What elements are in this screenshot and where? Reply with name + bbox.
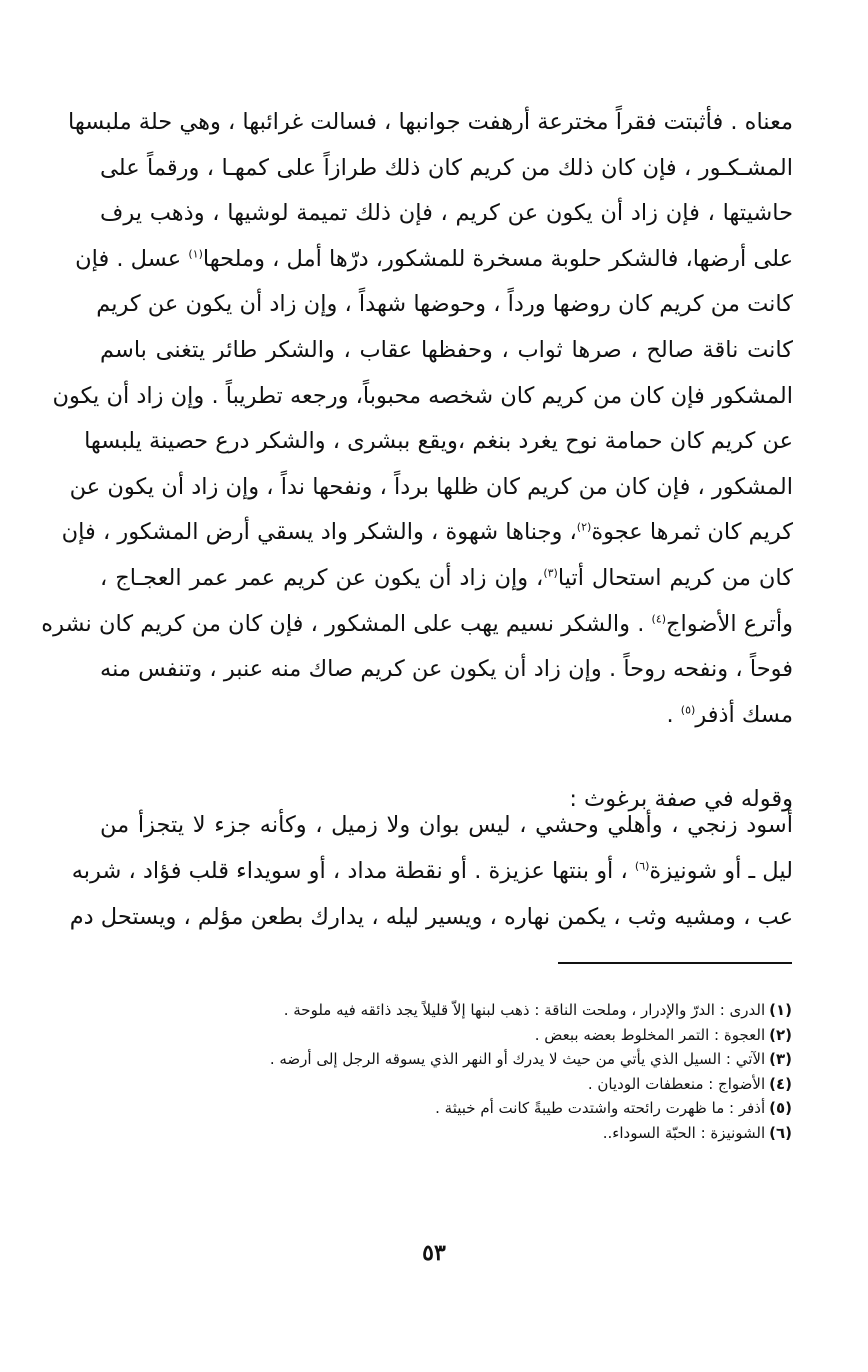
footnote-marker: (٦) <box>634 859 650 873</box>
text-line: عب ، ومشيه وثب ، يكمن نهاره ، ويسير ليله ، يدارك بطعن مؤلم ، ويستحل دم <box>69 904 793 930</box>
text-line: معناه . فأثبتت فقراً مخترعة أرهفت جوانبها ، فسالت غرائبها ، وهي حلة ملبسها <box>68 109 793 135</box>
text-segment: ، أو بنتها عزيزة . أو نقطة مداد ، أو سويداء قلب فؤاد ، شربه <box>71 858 635 884</box>
footnote <box>92 1023 792 1048</box>
text-line: فوحاً ، ونفحه روحاً . وإن زاد أن يكون عن كريم صاك منه عنبر ، وتنفس منه <box>100 656 793 683</box>
text-segment: ، وإن زاد أن يكون عن كريم عمر عمر العجـاج ، <box>100 564 544 591</box>
footnote-number: (١) <box>769 1001 792 1019</box>
text-segment: ليل ـ أو شونيزة <box>649 858 793 884</box>
text-line: عن كريم كان حمامة نوح يغرد بنغم ،ويقع ببشرى ، والشكر درع حصينة يلبسها <box>84 428 793 455</box>
text-line <box>75 237 793 283</box>
text-line: المشكور ، فإن كان من كريم كان ظلها برداً ، ونفحها نداً ، وإن زاد أن يكون عن <box>69 473 793 500</box>
text-line <box>41 602 793 648</box>
footnote-marker: (١) <box>188 247 203 261</box>
text-line: حاشيتها ، فإن زاد أن يكون عن كريم ، فإن ذلك تميمة لوشيها ، وذهب يرف <box>100 200 793 227</box>
text-line <box>100 556 793 602</box>
footnote-divider <box>558 962 792 964</box>
footnote-marker: (٢) <box>576 520 592 534</box>
section-heading: وقوله في صفة برغوث : <box>569 786 793 812</box>
footnote-text: الآتي : السيل الذي يأتي من حيث لا يدرك أو النهر الذي يسوقه الرجل إلى أرضه . <box>269 1050 766 1068</box>
text-line <box>71 848 793 894</box>
text-segment: مسك أذفر <box>695 701 793 728</box>
footnote-number: (٥) <box>769 1099 792 1117</box>
footnote <box>92 1047 792 1072</box>
footnote <box>92 1096 792 1121</box>
text-line: أسود زنجي ، وأهلي وحشي ، ليس بوان ولا زميل ، وكأنه جزء لا يتجزأ من <box>100 812 793 838</box>
page-number: ٥٣ <box>422 1240 446 1266</box>
second-paragraph <box>69 802 793 940</box>
footnote-text: أذفر : ما ظهرت رائحته واشتدت طيبةً كانت أم خبيثة . <box>435 1099 766 1117</box>
footnote <box>92 998 792 1023</box>
text-line <box>61 510 793 556</box>
text-segment: عسل . فإن <box>75 245 189 272</box>
footnotes <box>92 998 792 1145</box>
footnote <box>92 1121 792 1146</box>
text-segment: ، وجناها شهوة ، والشكر واد يسقي أرض المشكور ، فإن <box>61 519 577 546</box>
footnote-number: (٦) <box>769 1123 792 1142</box>
text-segment: كريم كان ثمرها عجوة <box>591 519 793 546</box>
footnote-text: الدرى : الدرّ والإدرار ، وملحت الناقة : ذهب لبنها إلاّ قليلاً يجد ذائقه فيه ملوحة . <box>283 1001 766 1019</box>
text-line: المشكور فإن كان من كريم كان شخصه محبوباً، ورجعه تطريباً . وإن زاد أن يكون <box>52 382 793 409</box>
text-segment: . والشكر نسيم يهب على المشكور ، فإن كان من كريم كان نشره <box>41 610 652 637</box>
footnote-text: العجوة : التمر المخلوط بعضه ببعض . <box>534 1025 766 1044</box>
text-segment: وأترع الأضواج <box>666 610 793 637</box>
footnote-number: (٣) <box>769 1050 792 1068</box>
footnote-marker: (٥) <box>680 703 696 717</box>
footnote-marker: (٤) <box>651 612 667 626</box>
text-line: المشـكـور ، فإن كان ذلك من كريم كان ذلك طرازاً على كمهـا ، ورقماً على <box>100 154 793 181</box>
text-line <box>100 693 793 739</box>
text-line: كانت ناقة صالح ، صرها ثواب ، وحفظها عقاب ، والشكر طائر يتغنى باسم <box>100 336 793 363</box>
footnote-marker: (٣) <box>543 566 558 580</box>
text-segment: كان من كريم استحال أتيا <box>557 564 793 591</box>
text-segment: . <box>666 701 681 728</box>
footnote-number: (٤) <box>769 1074 792 1093</box>
footnote <box>92 1072 792 1097</box>
main-paragraph <box>41 100 793 738</box>
footnote-text: الشونيزة : الحبّة السوداء.. <box>602 1123 766 1142</box>
footnote-number: (٢) <box>769 1025 792 1044</box>
text-line: كانت من كريم كان روضها ورداً ، وحوضها شهداً ، وإن زاد أن يكون عن كريم <box>96 291 793 318</box>
footnote-text: الأضواج : منعطفات الوديان . <box>587 1074 766 1093</box>
text-segment: على أرضها، فالشكر حلوبة مسخرة للمشكور، درّها أمل ، وملحها <box>202 245 793 272</box>
